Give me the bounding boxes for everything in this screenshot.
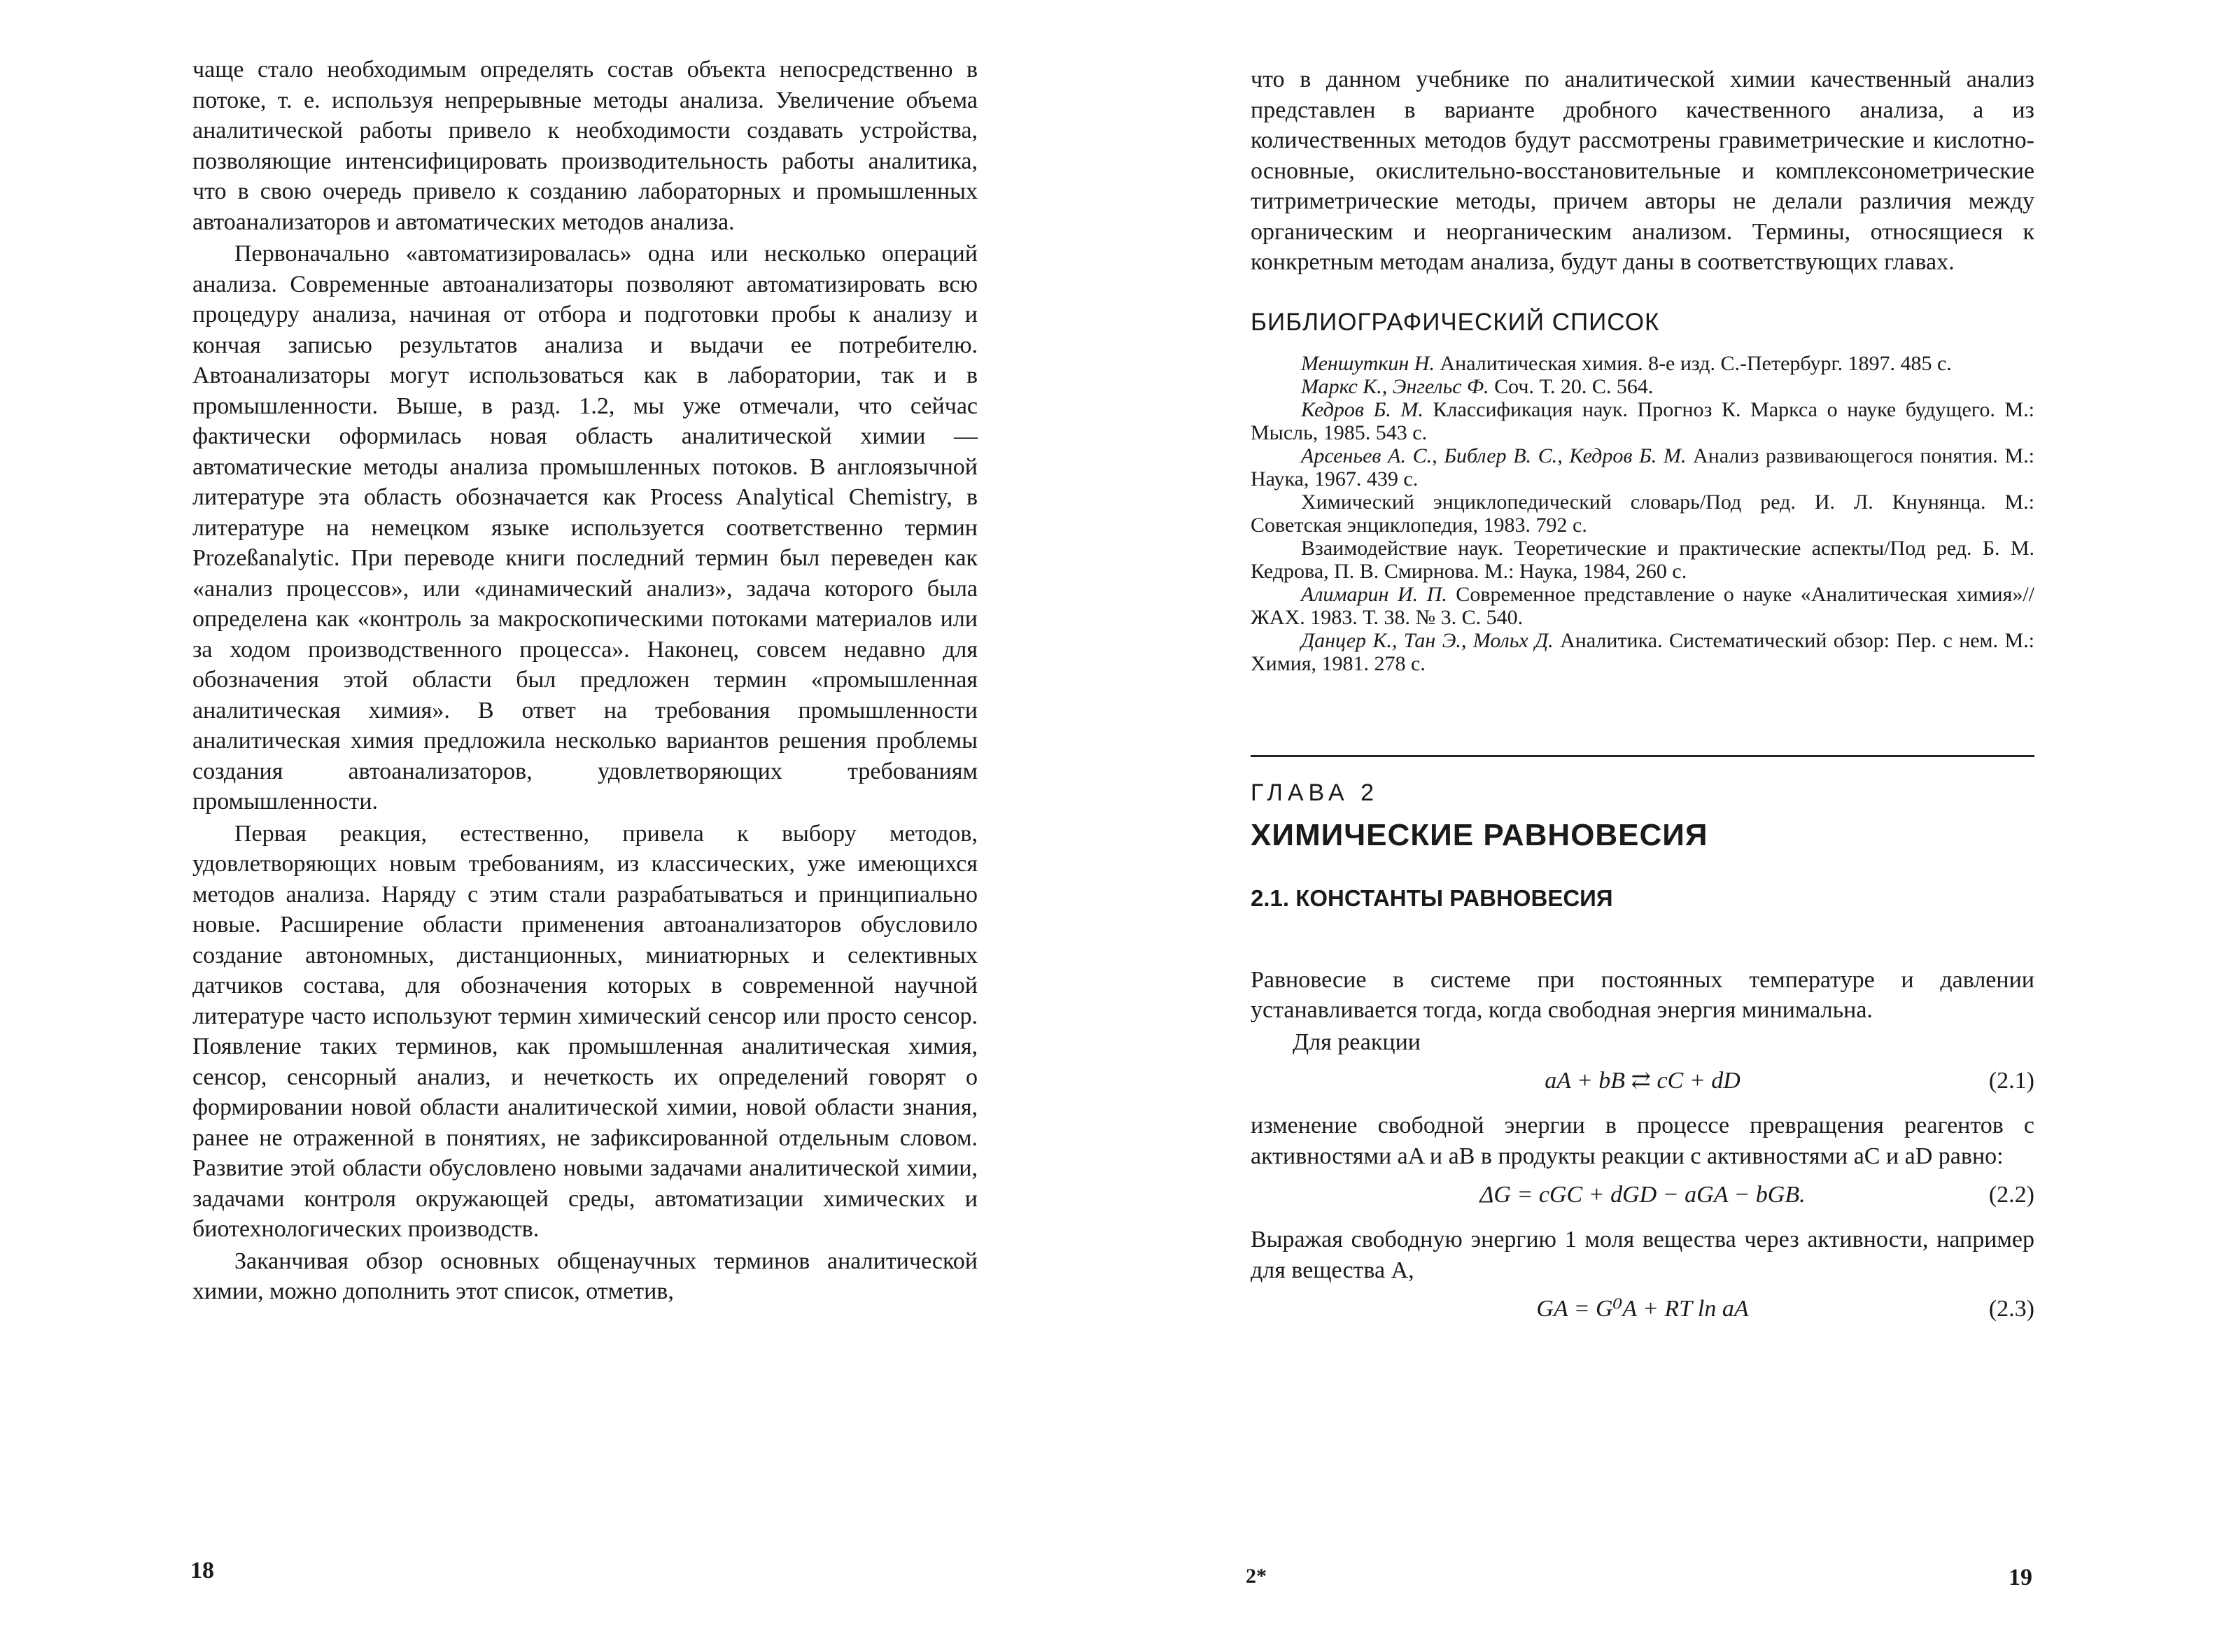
free-energy-change-paragraph: изменение свободной энергии в процессе превращения реагентов с активностями aA и aB в продукты реакции с активностями aC и aD равно: bbox=[1251, 1113, 2034, 1169]
bib-text: Современное представление о науке «Аналитическая химия»//ЖАХ. 1983. Т. 38. № 3. С. 540. bbox=[1251, 582, 2035, 629]
bib-text: Анализ развивающегося понятия. М.: Наука, 1967. 439 с. bbox=[1251, 444, 2034, 490]
right-page bbox=[1107, 0, 2215, 1652]
bibliography-item bbox=[1251, 490, 2034, 537]
right-text-column bbox=[1251, 64, 2034, 1339]
equation-number: (2.1) bbox=[1988, 1068, 2034, 1094]
bibliography-item bbox=[1251, 583, 2034, 629]
bib-text: Взаимодействие наук. Теоретические и практические аспекты/Под ред. Б. М. Кедрова, П. В. Смирнова. М.: Наука, 1984, 260 с. bbox=[1251, 536, 2034, 583]
left-page-number: 18 bbox=[190, 1558, 214, 1583]
equation-expression: ΔG = cGC + dGD − aGA − bGB. bbox=[1479, 1182, 1806, 1208]
equation-2-2 bbox=[1251, 1174, 2034, 1216]
bibliography-item bbox=[1251, 537, 2034, 583]
bib-author: Данцер К., Тан Э., Мольх Д. bbox=[1301, 628, 1554, 652]
expressing-energy-paragraph: Выражая свободную энергию 1 моля вещества через активности, например для вещества А, bbox=[1251, 1227, 2034, 1283]
bibliography-item bbox=[1251, 352, 2034, 375]
equation-number: (2.2) bbox=[1988, 1182, 2034, 1208]
left-paragraph-4: Заканчивая обзор основных общенаучных терминов аналитической химии, можно дополнить этот список, отметив, bbox=[192, 1248, 978, 1304]
bib-text: Соч. Т. 20. С. 564. bbox=[1489, 374, 1654, 398]
bibliography-item bbox=[1251, 629, 2034, 675]
chapter-label: ГЛАВА 2 bbox=[1251, 779, 1379, 806]
left-page bbox=[0, 0, 1107, 1652]
bib-author: Алимарин И. П. bbox=[1301, 582, 1447, 606]
equation-expression: aA + bB ⇄ cC + dD bbox=[1545, 1068, 1741, 1094]
equation-2-3 bbox=[1251, 1288, 2034, 1330]
bib-author: Арсеньев А. С., Библер В. С., Кедров Б. М. bbox=[1301, 444, 1687, 467]
bibliography-list bbox=[1251, 352, 2034, 675]
chapter-title: ХИМИЧЕСКИЕ РАВНОВЕСИЯ bbox=[1251, 817, 1708, 852]
bib-text: Аналитика. Систематический обзор: Пер. с нем. М.: Химия, 1981. 278 с. bbox=[1251, 628, 2034, 675]
left-paragraph-1: чаще стало необходимым определять состав объекта непосредственно в потоке, т. е. используя непрерывные методы анализа. Увеличение объема аналитической работы привело к необходимости создавать устройства, позволяющие интенсифицировать производительность работы аналитика, что в свою очередь привело к созданию лабораторных и промышленных автоанализаторов и автоматических методов анализа. bbox=[192, 57, 978, 235]
equation-number: (2.3) bbox=[1988, 1296, 2034, 1322]
bib-author: Меншуткин Н. bbox=[1301, 351, 1435, 375]
bibliography-item bbox=[1251, 375, 2034, 398]
bib-author: Маркс К., Энгельс Ф. bbox=[1301, 374, 1489, 398]
signature-mark: 2* bbox=[1246, 1565, 1267, 1588]
equilibrium-paragraph: Равновесие в системе при постоянных температуре и давлении устанавливается тогда, когда свободная энергия минимальна. bbox=[1251, 966, 2034, 1023]
right-intro-paragraph: что в данном учебнике по аналитической химии качественный анализ представлен в варианте дробного качественного анализа, а из количественных методов будут рассмотрены гравиметрические и кислотно-основные, окислительно-восстановительные и комплексонометрические титриметрические методы, причем авторы не делали различия между органическим и неорганическим анализом. Термины, относящиеся к конкретным методам анализа, будут даны в соответствующих главах. bbox=[1251, 66, 2034, 275]
bib-author: Кедров Б. М. bbox=[1301, 397, 1423, 421]
right-page-number: 19 bbox=[2009, 1565, 2032, 1590]
bib-text: Классификация наук. Прогноз К. Маркса о науке будущего. М.: Мысль, 1985. 543 с. bbox=[1251, 397, 2034, 444]
chapter-divider bbox=[1251, 755, 2034, 757]
left-paragraph-3: Первая реакция, естественно, привела к выбору методов, удовлетворяющих новым требованиям, из классических, уже имеющихся методов анализа. Наряду с этим стали разрабатываться и принципиально новые. Расширение области применения автоанализаторов обусловило создание автономных, дистанционных, миниатюрных и селективных датчиков состава, для обозначения которых в современной научной литературе часто используют термин химический сенсор или просто сенсор. Появление таких терминов, как промышленная аналитическая химия, сенсор, сенсорный анализ, и нечеткость их определений говорят о формировании новой области аналитической химии, новой области знания, ранее не отраженной в понятиях, не зафиксированной отдельным словом. Развитие этой области обусловлено новыми задачами аналитической химии, задачами контроля окружающей среды, автоматизации химических и биотехнологических производств. bbox=[192, 820, 978, 1242]
bib-text: Аналитическая химия. 8-е изд. С.-Петербург. 1897. 485 с. bbox=[1434, 351, 1952, 375]
bib-text: Химический энциклопедический словарь/Под ред. И. Л. Кнунянца. М.: Советская энциклопедия, 1983. 792 с. bbox=[1251, 490, 2034, 537]
left-text-column bbox=[192, 55, 978, 1307]
equation-expression: GA = G⁰A + RT ln aA bbox=[1536, 1296, 1749, 1322]
bibliography-item bbox=[1251, 398, 2034, 444]
left-paragraph-2: Первоначально «автоматизировалась» одна или несколько операций анализа. Современные автоанализаторы позволяют автоматизировать всю процедуру анализа, начиная от отбора и подготовки пробы к анализу и кончая записью результатов анализа и выдачи ее потребителю. Автоанализаторы могут использоваться как в лаборатории, так и в промышленности. Выше, в разд. 1.2, мы уже отмечали, что сейчас фактически оформилась новая область аналитической химии — автоматические методы анализа промышленных потоков. В англоязычной литературе эта область обозначается как Process Analytical Chemistry, в литературе на немецком языке используется соответственно термин Prozeßanalytic. При переводе книги последний термин был переведен как «анализ процессов», или «динамический анализ», задача которого была определена как «контроль за макроскопическими потоками материалов или за ходом производственного процесса». Наконец, совсем недавно для обозначения этой области был предложен термин «промышленная аналитическая химия». В ответ на требования промышленности аналитическая химия предложила несколько вариантов решения проблемы создания автоанализаторов, удовлетворяющих требованиям промышленности. bbox=[192, 241, 978, 814]
bibliography-item bbox=[1251, 444, 2034, 490]
bibliography-title: БИБЛИОГРАФИЧЕСКИЙ СПИСОК bbox=[1251, 308, 1660, 336]
equation-2-1 bbox=[1251, 1060, 2034, 1102]
section-title: 2.1. КОНСТАНТЫ РАВНОВЕСИЯ bbox=[1251, 884, 1613, 911]
for-reaction-paragraph: Для реакции bbox=[1293, 1029, 1421, 1055]
